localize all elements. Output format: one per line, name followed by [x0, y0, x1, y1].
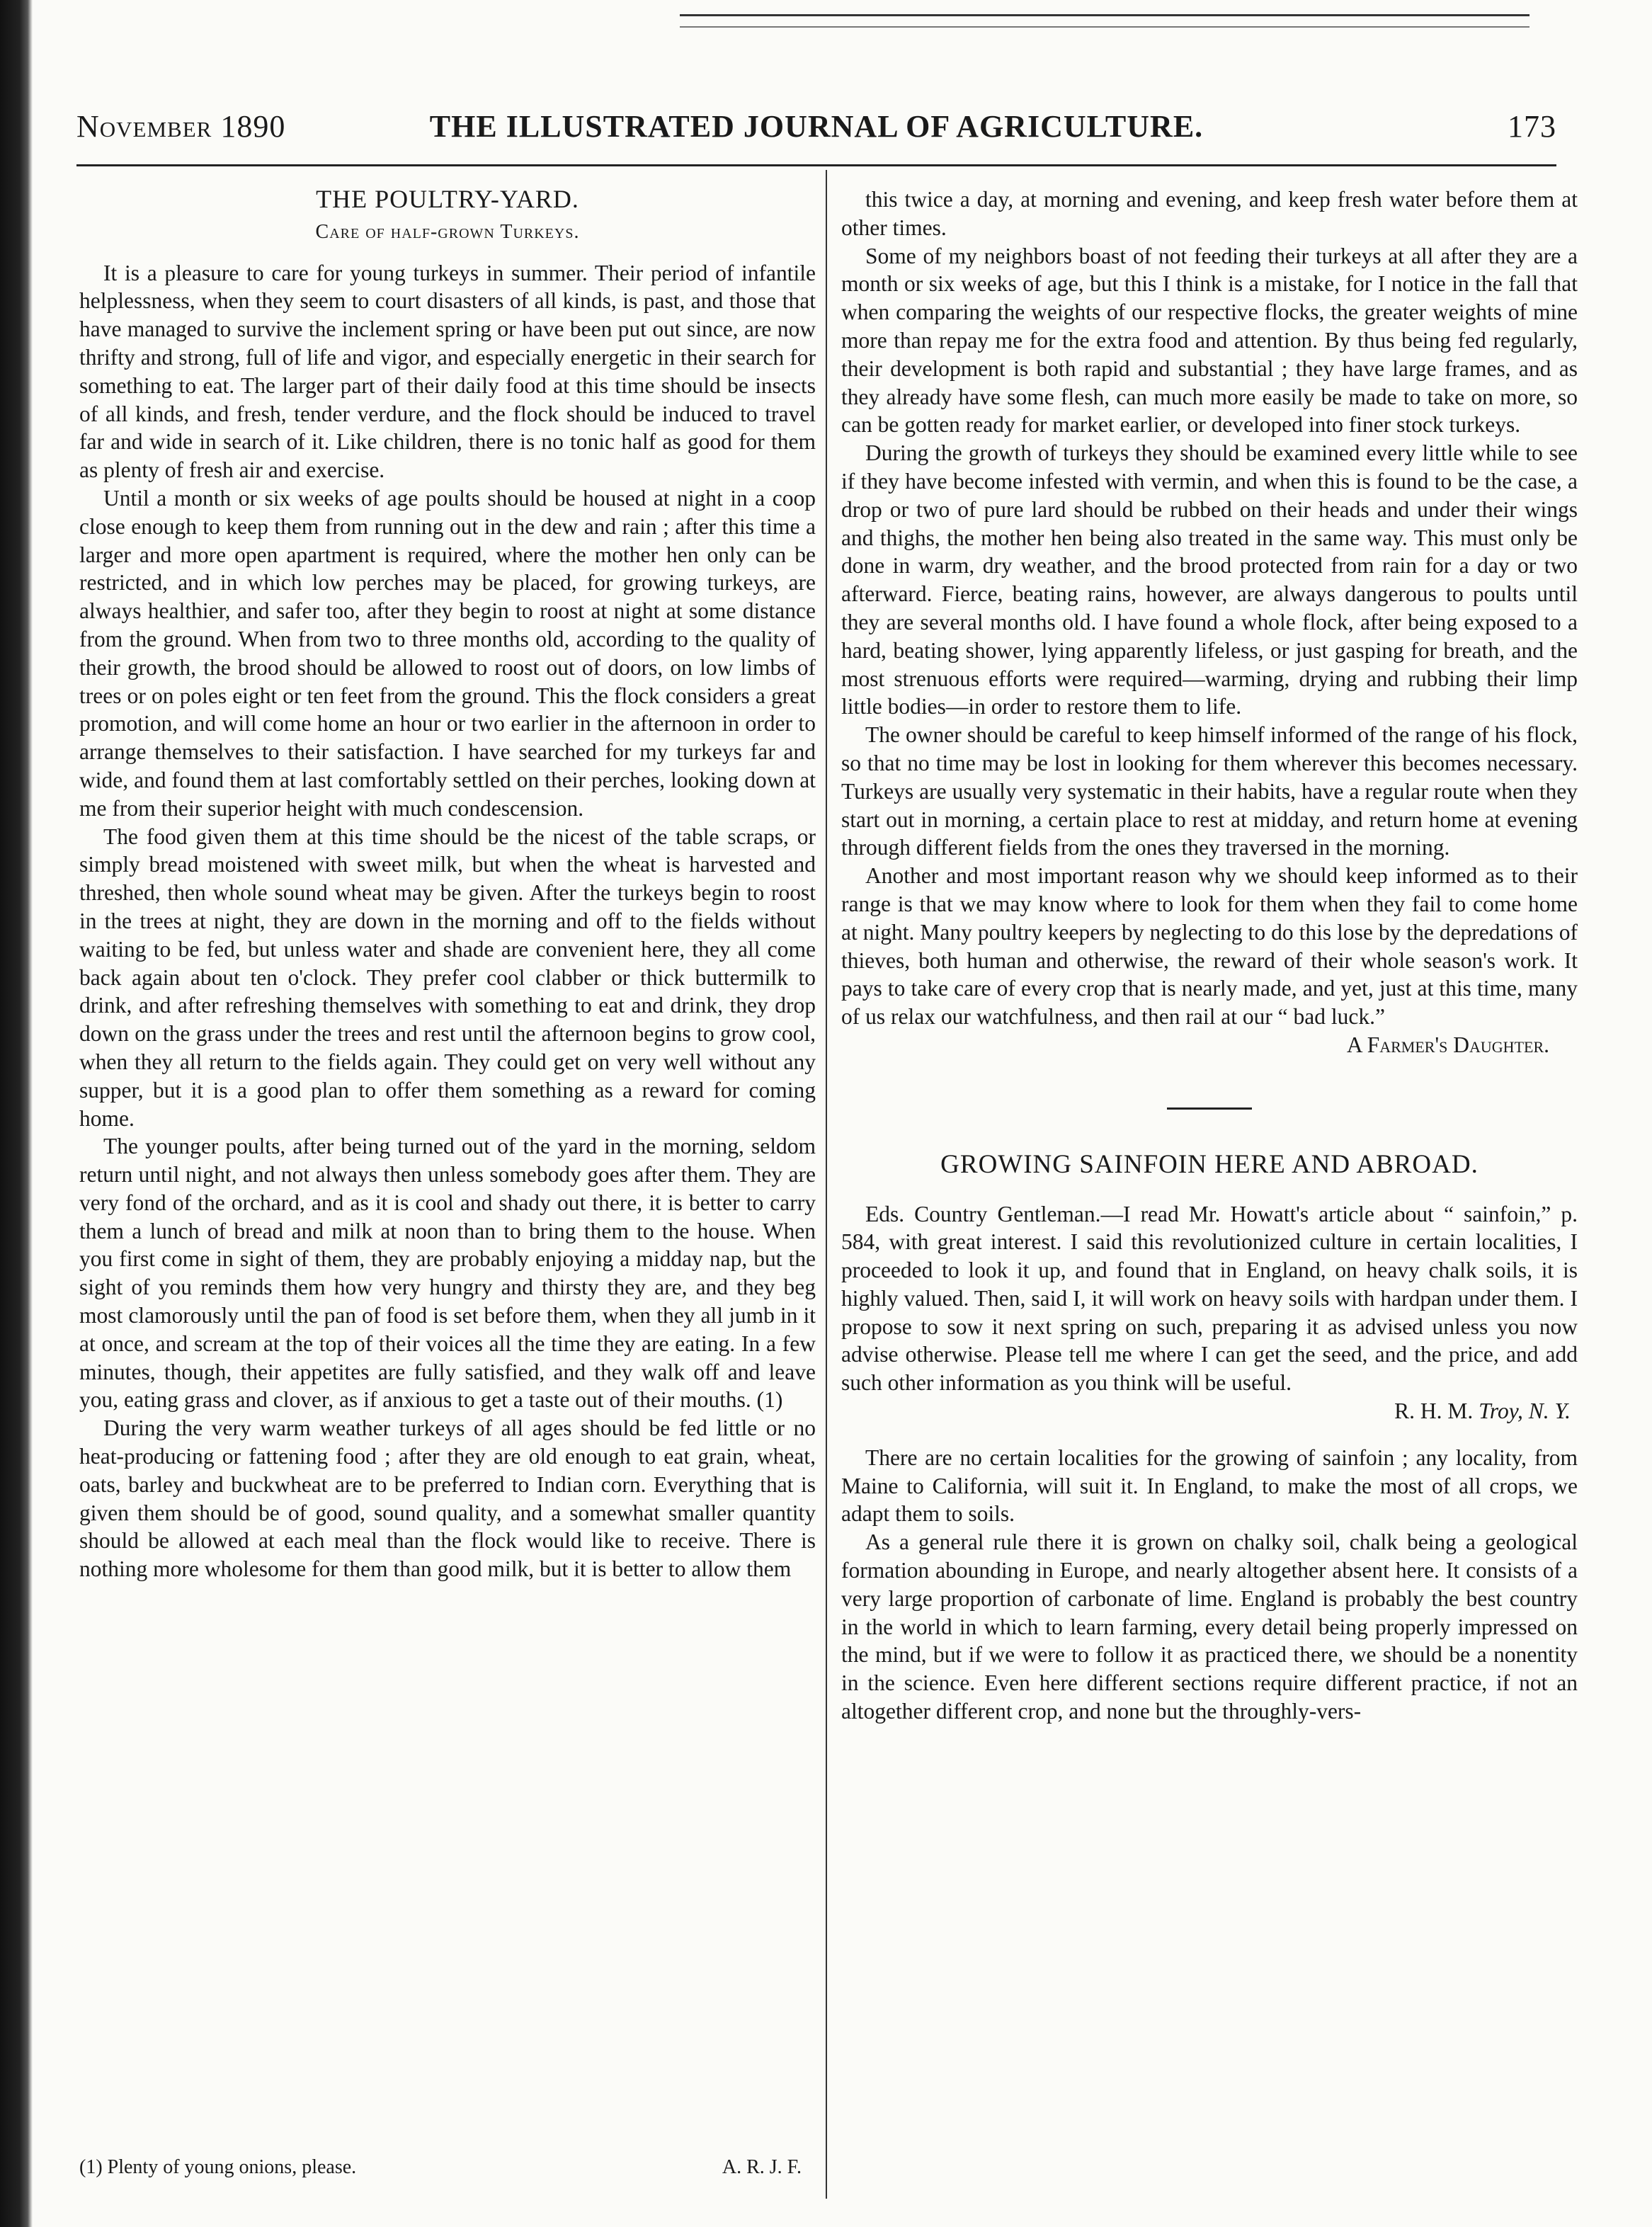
paragraph: this twice a day, at morning and evening, and keep fresh water before them at other times. — [841, 187, 1578, 240]
paragraph: During the very warm weather turkeys of all ages should be fed little or no heat-producing or fattening food ; after they are old enough to eat grain, wheat, oats, barley and buckwheat are to be preferred to Indian corn. Everything that is given them should be of good, sound quality, and a somewhat smaller quantity should be allowed at each meal than the flock would like to receive. There is nothing more wholesome for them than good milk, but it is better to allow them — [79, 1416, 816, 1582]
page-header — [76, 103, 1556, 152]
paragraph: It is a pleasure to care for young turkeys in summer. Their period of infantile helplessness, when they seem to court disasters of all kinds, is past, and those that have managed to survive the inclement spring or have been put out since, are now thrifty and strong, full of life and vigor, and especially energetic in their search for something to eat. The larger part of their daily food at this time should be insects of all kinds, and fresh, tender verdure, and the flock should be induced to travel far and wide in search of it. Like children, there is no tonic half as good for them as plenty of fresh air and exercise. — [79, 260, 816, 483]
article-signature: A Farmer's Daughter. — [1346, 1032, 1549, 1057]
signature-place: Troy, N. Y. — [1479, 1399, 1571, 1424]
paragraph: The owner should be careful to keep himself informed of the range of his flock, so that no time may be lost in looking for them wherever this becomes necessary. Turkeys are usually very systematic in their habits, have a regular route when they start out in morning, a certain place to rest at midday, and return home at evening through different fields from the ones they traversed in the morning. — [841, 722, 1578, 860]
journal-title: THE ILLUSTRATED JOURNAL OF AGRICULTURE. — [429, 109, 1204, 144]
paragraph: During the growth of turkeys they should be examined every little while to see if they have become infested with vermin, and when this is found to be the case, a drop or two of pure lard should be rubbed on their heads and under their wings and thighs, the mother hen being also treated in the same way. This must only be done in warm, dry weather, and the brood protected from rain for a day or two afterward. Fierce, beating rains, however, are always dangerous to poults until they are several months old. I have found a whole flock, after being exposed to a hard, beating shower, lying apparently lifeless, or just gasping for breath, and the most strenuous efforts were required—warming, drying and rubbing their limp little bodies—in order to restore them to life. — [841, 440, 1578, 719]
paragraph: Until a month or six weeks of age poults should be housed at night in a coop close enough to keep them from running out in the dew and rain ; after this time a larger and more open apartment is required, where the mother hen only can be restricted, and in which low perches may be placed, for growing turkeys, are always healthier, and safer too, after they begin to roost at night at some distance from the ground. When from two to three months old, according to the quality of their growth, the brood should be allowed to roost out of doors, on low limbs of trees or on poles eight or ten feet from the ground. This the flock considers a great promotion, and will come home an hour or two earlier in the afternoon in order to arrange themselves to their satisfaction. I have searched for my turkeys far and wide, and found them at last comfortably settled on their perches, looking down at me from their superior height with much condescension. — [79, 485, 816, 821]
left-column — [79, 186, 816, 1583]
page-number: 173 — [1508, 109, 1556, 144]
column-rule — [826, 170, 827, 2199]
reply-paragraph: There are no certain localities for the growing of sainfoin ; any locality, from Maine to California, will suit it. In England, to make the most of all crops, we adapt them to soils. — [841, 1445, 1578, 1527]
letter-paragraph: Eds. Country Gentleman.—I read Mr. Howatt's article about “ sainfoin,” p. 584, with great interest. I said this revolutionized culture in certain localities, I proceeded to look it up, and found that in England, on heavy chalk soils, it is highly valued. Then, said I, it will work on heavy soils with hardpan under them. I propose to sow it next spring on such, preparing it as advised unless you now advise otherwise. Please tell me where I can get the seed, and the price, and add such other information as you think will be useful. — [841, 1201, 1578, 1396]
top-rule — [680, 14, 1529, 28]
footnote-initials: A. R. J. F. — [722, 2156, 802, 2178]
signature-initials: R. H. M. — [1394, 1399, 1474, 1424]
footnote-text: (1) Plenty of young onions, please. — [79, 2156, 357, 2178]
scan-edge — [0, 0, 33, 2227]
paragraph: The food given them at this time should be the nicest of the table scraps, or simply bread moistened with sweet milk, but when the wheat is harvested and threshed, then whole sound wheat may be given. After the turkeys begin to roost in the trees at night, they are down in the morning and off to the fields without waiting to be fed, but unless water and shade are convenient here, they all come back again about ten o'clock. They prefer cool clabber or thick buttermilk to drink, and after refreshing themselves with something to eat and drink, they drop down on the grass under the trees and rest until the afternoon begins to grow cool, when they all return to the fields again. They could get on very well without any supper, but it is a good plan to offer them something as a reward for coming home. — [79, 824, 816, 1131]
paragraph: Some of my neighbors boast of not feeding their turkeys at all after they are a month or six weeks of age, but this I think is a mistake, for I notice in the fall that when comparing the weights of our respective flocks, the greater weights of mine more than repay me for the extra food and attention. By thus being fed regularly, their development is both rapid and substantial ; they have large frames, and as they already have some flesh, can much more easily be made to take on more, so can be gotten ready for market earlier, or developed into finer stock turkeys. — [841, 243, 1578, 438]
letter-signature — [841, 1397, 1578, 1425]
header-rule — [76, 164, 1556, 166]
issue-date: November 1890 — [76, 109, 286, 144]
right-column — [841, 186, 1578, 1726]
article-divider — [1167, 1107, 1252, 1110]
reply-paragraph: As a general rule there it is grown on chalky soil, chalk being a geological formation abounding in Europe, and nearly altogether absent here. It consists of a very large proportion of carbonate of lime. England is probably the best country in the world in which to learn farming, every detail being properly impressed on the mind, but if we were to follow it as practiced there, we should be a nonentity in the science. Even here different sections require different practice, if not an altogether different crop, and none but the throughly-vers- — [841, 1530, 1578, 1724]
paragraph: The younger poults, after being turned out of the yard in the morning, seldom return until night, and not always then unless somebody goes after them. They are very fond of the orchard, and as it is cool and shady out there, it is better to carry them a lunch of bread and milk at noon than to bring them to the house. When you first come in sight of them, they are probably enjoying a midday nap, but the sight of you reminds them how very hungry and thirsty they are, and they beg most clamorously until the pan of food is set before them, when they all jumb in it at once, and scream at the top of their voices all the time they are eating. In a few minutes, though, their appetites are fully satisfied, and they walk off and leave you, eating grass and clover, as if anxious to get a taste out of their mouths. (1) — [79, 1134, 816, 1413]
footnote — [79, 2156, 816, 2179]
spacer — [841, 1425, 1578, 1444]
section-title: THE POULTRY-YARD. — [316, 185, 579, 213]
paragraph: Another and most important reason why we should keep informed as to their range is that we may know where to look for them when they fail to come home at night. Many poultry keepers by neglecting to do this lose by the depredations of thieves, both human and otherwise, the reward of their whole season's work. It pays to take care of every crop that is nearly made, and yet, just at this time, many of us relax our watchfulness, and then rail at our “ bad luck.” — [841, 863, 1578, 1030]
article-title: GROWING SAINFOIN HERE AND ABROAD. — [940, 1149, 1479, 1179]
article-subtitle: Care of half-grown Turkeys. — [315, 220, 580, 243]
